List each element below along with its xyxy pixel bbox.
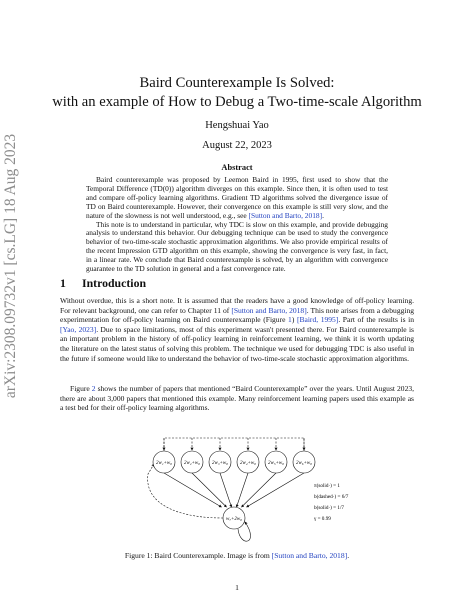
abstract-paragraph-2: This note is to understand in particular, why TDC is slow on this example, and provide debugging analysis to understand this behavior. Our debugging technique can be used to study the convergence behavior of two-time-scale stochastic approximation algorithms. We also provide empirical results of the recent Impression GTD algorithm on this example, showing the convergence is very fast, in fact, in a linear rate. We conclude that Baird counterexample is solved, by an algorithm with convergence guarantee to the TD solution in general and a fast convergence rate.	[86, 219, 388, 274]
solid-edge	[192, 473, 226, 507]
legend-line: b(dashed·) = 6/7	[314, 494, 349, 500]
figure-reference-link[interactable]: 2	[91, 384, 96, 393]
legend-line: π(solid·) = 1	[314, 483, 341, 489]
section-number: 1	[60, 276, 66, 290]
abstract-heading: Abstract	[221, 163, 253, 172]
state-node-label: 2w₁+w₈	[155, 460, 173, 466]
figure-reference-link[interactable]: 1	[288, 315, 292, 325]
figure-caption: Figure 1: Baird Counterexample. Image is from [Sutton and Barto, 2018].	[124, 551, 350, 560]
intro-paragraph-1: Without overdue, this is a short note. It is assumed that the readers have a good knowledge of off-policy learning. For relevant background, one can refer to Chapter 11 of [Sutton and Barto, 2018]. This note arises from a debugging experimentation for off-policy learning on Baird counterexample (Figure 1) [Baird, 1995]. Part of the results is in [Yao, 2023]. Due to space limitations, most of this experiment wasn't presented there. For Baird counterexample is an important problem in the history of off-policy learning in reinforcement learning, we think it is worth updating the literature on the latest status of solving this problem. The technique we used for debugging TDC is also useful in the future if someone would like to understand the behavior of two-time-scale stochastic approximation algorithms.	[60, 296, 415, 363]
legend-line: γ = 0.99	[314, 516, 331, 522]
paper-title-line-2: with an example of How to Debug a Two-time-scale Algorithm	[52, 94, 422, 110]
author-name: Hengshuai Yao	[205, 120, 269, 131]
citation-link[interactable]: [Sutton and Barto, 2018]	[271, 551, 348, 560]
intro-paragraph-2: Figure 2 shows the number of papers that mentioned “Baird Counterexample” over the years. Until August 2023, there are about 3,000 papers that mentioned this example. Many reinforcement learning papers used this example as a test bed for their off-policy learning algorithms.	[60, 384, 415, 413]
publication-date: August 22, 2023	[202, 140, 272, 151]
abstract-body	[86, 176, 388, 274]
abstract-paragraph-1: Baird counterexample was proposed by Leemon Baird in 1995, first used to show that the Temporal Difference (TD(0)) algorithm diverges on this example. Since then, it is often used to test and compare off-policy learning algorithms. Gradient TD algorithms solved the divergence issue of TD on Baird counterexample. However, their convergence on this example is still very slow, and the nature of the slowness is not well understood, e.g., see [Sutton and Barto, 2018].	[86, 175, 388, 220]
solid-edge	[242, 473, 276, 507]
state-node-label: 2w₂+w₈	[183, 460, 201, 466]
solid-edge	[220, 473, 231, 507]
arxiv-identifier-stamp: arXiv:2308.09732v1 [cs.LG] 18 Aug 2023	[2, 133, 19, 399]
citation-link[interactable]: [Sutton and Barto, 2018]	[248, 210, 323, 220]
state-node-label: 2w₅+w₈	[267, 460, 285, 466]
bottom-state-node-label: w₇+2w₈	[225, 516, 243, 522]
section-heading	[60, 276, 146, 291]
citation-link[interactable]: [Sutton and Barto, 2018]	[231, 305, 307, 315]
state-node-label: 2w₃+w₈	[211, 460, 229, 466]
legend-line: b(solid·) = 1/7	[314, 505, 345, 511]
citation-link[interactable]: [Yao, 2023]	[60, 324, 97, 334]
state-node-label: 2w₄+w₈	[239, 460, 257, 466]
baird-counterexample-diagram	[134, 432, 356, 554]
section-title: Introduction	[82, 276, 147, 290]
state-node-label: 2w₆+w₈	[295, 460, 313, 466]
solid-edge	[237, 473, 248, 507]
solid-edge	[164, 473, 221, 507]
citation-link[interactable]: [Baird, 1995]	[296, 315, 339, 325]
dashed-top-edge	[164, 438, 304, 451]
page-number: 1	[235, 583, 239, 592]
paper-title-line-1: Baird Counterexample Is Solved:	[139, 75, 335, 91]
solid-edge	[247, 473, 304, 507]
